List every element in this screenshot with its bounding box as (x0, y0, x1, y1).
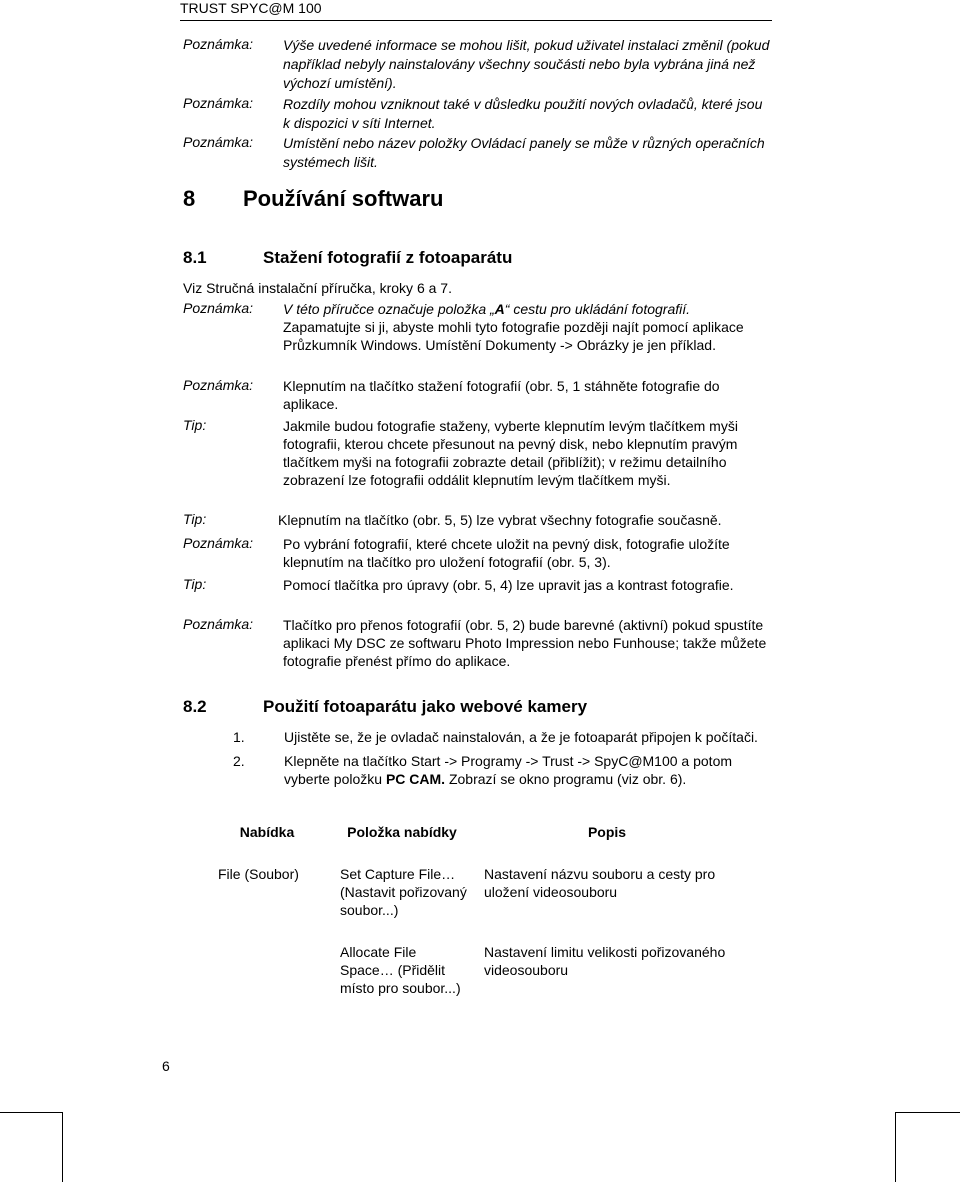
cell-menu: File (Soubor) (218, 866, 299, 882)
steps-list (233, 728, 764, 794)
note-label: Poznámka: (183, 95, 254, 111)
note-text: Rozdíly mohou vzniknout také v důsledku použití nových ovladačů, které jsou k dispozici v síti Internet. (283, 96, 763, 131)
crop-mark-left-h (0, 1112, 62, 1113)
header-rule (180, 20, 772, 21)
section-8-1-heading: 8.1 Stažení fotografií z fotoaparátu (183, 248, 513, 267)
section-8-2-heading: 8.2 Použití fotoaparátu jako webové kamery (183, 697, 588, 716)
cell-item: Set Capture File… (Nastavit pořizovaný soubor...) (340, 866, 467, 918)
section-intro: Viz Stručná instalační příručka, kroky 6 a 7. (183, 280, 452, 296)
crop-mark-left-v (62, 1112, 63, 1182)
cell-desc: Nastavení názvu souboru a cesty pro uložení videosouboru (484, 866, 716, 900)
cell-desc: Nastavení limitu velikosti pořizovaného videosouboru (484, 944, 726, 978)
step-1: 1. Ujistěte se, že je ovladač nainstalován, a že je fotoaparát připojen k počítači. (233, 729, 758, 745)
crop-mark-right-v (895, 1112, 896, 1182)
note-text: Umístění nebo název položky Ovládací panely se může v různých operačních systémech lišit. (283, 135, 765, 170)
step-2: 2. Klepněte na tlačítko Start -> Programy -> Trust -> SpyC@M100 a potom vyberte položku PC CAM. Zobrazí se okno programu (viz obr. 6). (233, 753, 733, 787)
col-header-menu: Nabídka (239, 824, 295, 840)
page-number: 6 (162, 1058, 170, 1074)
running-header: TRUST SPYC@M 100 (180, 0, 322, 16)
cell-item: Allocate File Space… (Přidělit místo pro soubor...) (340, 944, 461, 996)
col-header-desc: Popis (587, 824, 627, 840)
menu-table (202, 823, 742, 997)
note-text: Výše uvedené informace se mohou lišit, pokud uživatel instalaci změnil (pokud například nebyly nainstalovány všechny součásti nebo byla vybrána jiná než výchozí umístění). (283, 37, 770, 91)
table-row (202, 865, 742, 943)
table-row (202, 943, 742, 997)
note-label: Poznámka: (183, 134, 254, 150)
col-header-item: Položka nabídky (347, 824, 457, 840)
crop-mark-right-h (895, 1112, 960, 1113)
note-label: Poznámka: (183, 36, 254, 52)
cell-menu (202, 943, 332, 997)
section-8-heading: 8 Používání softwaru (183, 186, 444, 211)
